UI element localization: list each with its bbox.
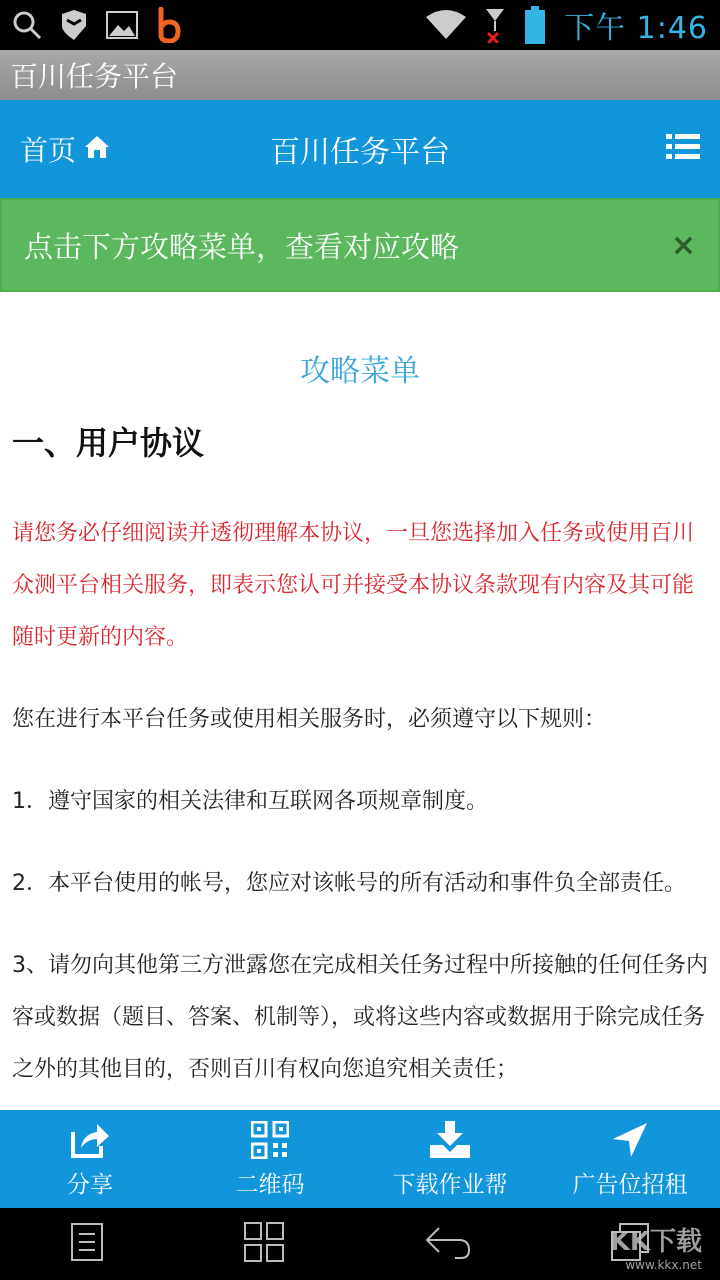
app-b-icon: [156, 7, 182, 43]
section-title: 一、用户协议: [12, 424, 205, 462]
signal-icon: [484, 7, 506, 43]
watermark-url: www.kkx.net: [625, 1258, 702, 1272]
guide-menu-title[interactable]: 攻略菜单: [300, 354, 420, 389]
qrcode-label: 二维码: [235, 1171, 305, 1198]
paragraph: 您在进行本平台任务或使用相关服务时，必须遵守以下规则：: [12, 707, 607, 732]
status-time: 下午 1:46: [564, 11, 708, 46]
agreement-warning: 请您务必仔细阅读并透彻理解本协议，一旦您选择加入任务或使用百川众测平台相关服务，即表示您认可并接受本协议条款现有内容及其可能随时更新的内容。: [12, 521, 695, 650]
location-arrow-icon: [611, 1120, 649, 1160]
status-bar: [0, 0, 720, 50]
home-key-icon[interactable]: [243, 1221, 285, 1267]
home-icon: [84, 133, 110, 166]
share-icon: [69, 1120, 111, 1160]
menu-key-icon[interactable]: [70, 1222, 104, 1266]
download-icon: [429, 1120, 471, 1160]
home-label: 首页: [20, 134, 77, 167]
status-bar-left: [12, 7, 182, 43]
menu-button[interactable]: [666, 133, 700, 165]
close-icon[interactable]: ×: [670, 227, 696, 263]
paragraph: 2．本平台使用的帐号，您应对该帐号的所有活动和事件负全部责任。: [12, 871, 686, 896]
battery-icon: [524, 6, 546, 44]
image-icon: [106, 11, 138, 39]
list-menu-icon: [666, 133, 700, 165]
ad-space-button[interactable]: [540, 1110, 720, 1208]
alert-text: 点击下方攻略菜单，查看对应攻略: [24, 229, 460, 264]
page-title: 百川任务平台: [270, 135, 450, 170]
system-navigation-bar: [0, 1208, 720, 1280]
share-label: 分享: [67, 1171, 113, 1198]
wifi-icon: [426, 9, 466, 41]
shield-icon: [60, 10, 88, 40]
qrcode-button[interactable]: [180, 1110, 360, 1208]
download-label: 下载作业帮: [392, 1171, 508, 1198]
bottom-toolbar: [0, 1110, 720, 1208]
paragraph: 1．遵守国家的相关法律和互联网各项规章制度。: [12, 789, 488, 814]
ad-space-label: 广告位招租: [572, 1171, 688, 1198]
home-button[interactable]: [20, 129, 110, 169]
info-alert: [0, 198, 720, 292]
app-title-bar: [0, 50, 720, 100]
paragraph: 3、请勿向其他第三方泄露您在完成相关任务过程中所接触的任何任务内容或数据（题目、答案、机制等），或将这些内容或数据用于除完成任务之外的其他目的，否则百川有权向您追究相关责任；: [12, 953, 708, 1082]
share-button[interactable]: [0, 1110, 180, 1208]
qrcode-icon: [251, 1120, 289, 1160]
status-bar-right: [426, 3, 708, 47]
article-content[interactable]: [0, 292, 720, 1110]
watermark: [610, 1221, 702, 1272]
app-title: 百川任务平台: [10, 60, 179, 93]
search-icon: [12, 10, 42, 40]
back-key-icon[interactable]: [425, 1222, 471, 1266]
download-button[interactable]: [360, 1110, 540, 1208]
watermark-text: KK下载: [609, 1227, 702, 1257]
nav-bar: [0, 100, 720, 198]
